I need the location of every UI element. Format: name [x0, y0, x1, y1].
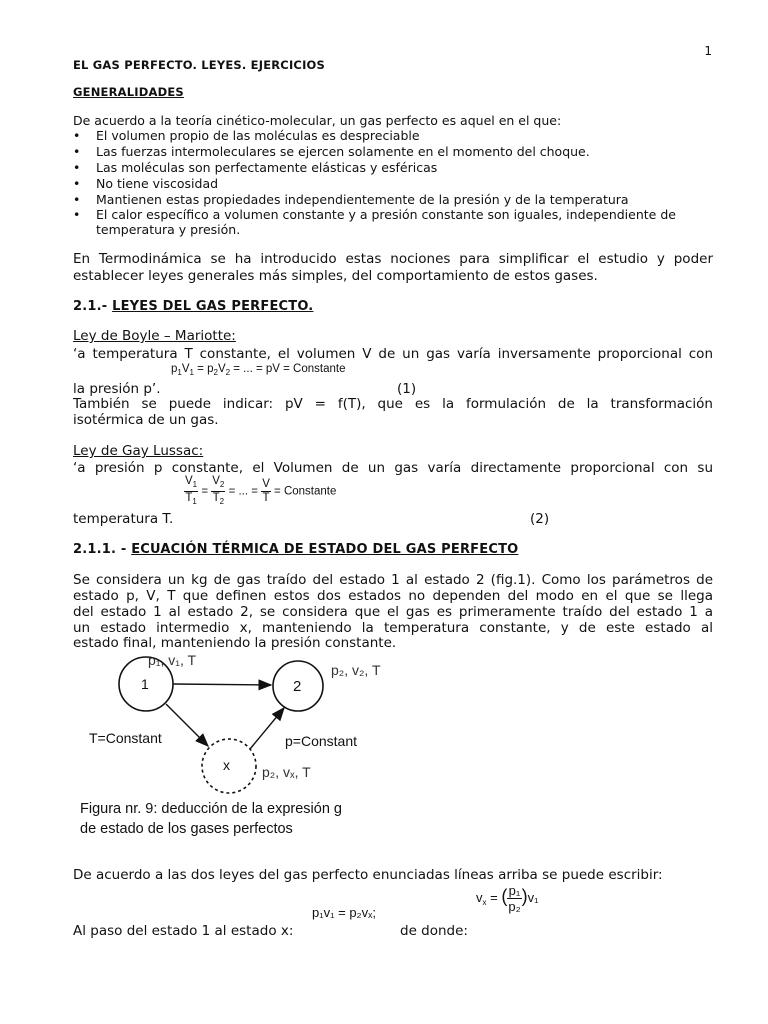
closing-paragraph: De acuerdo a las dos leyes del gas perfecto enunciadas líneas arriba se puede escribir: — [73, 867, 663, 883]
figure-caption-line-2: de estado de los gases perfectos — [80, 821, 293, 837]
bullet-continuation: temperatura y presión. — [96, 222, 241, 237]
state-2-label: 2 — [293, 678, 302, 695]
paragraph-line: Se considera un kg de gas traído del estado 1 al estado 2 (fig.1). Como los parámetros de — [73, 572, 713, 588]
equation-number-1: (1) — [397, 381, 417, 397]
section-heading-generalidades: GENERALIDADES — [73, 85, 184, 99]
isothermal-label: T=Constant — [89, 730, 162, 746]
document-title: EL GAS PERFECTO. LEYES. EJERCICIOS — [73, 58, 326, 72]
gay-lussac-statement: ‘a presión p constante, el Volumen de un gas varía directamente proporcional con su — [73, 460, 713, 476]
closing-line-2a: Al paso del estado 1 al estado x: — [73, 923, 294, 939]
gay-lussac-formula: $\frac{V_1}{T_1}$ = $\frac{V_2}{T_2}$ = ... = $\frac{V}{T}$ = Constante — [185, 475, 337, 506]
closing-line-2b: de donde: — [400, 923, 468, 939]
generalidades-intro: De acuerdo a la teoría cinético-molecular, un gas perfecto es aquel en el que: — [73, 113, 562, 128]
boyle-line-2: la presión p’. — [73, 381, 161, 397]
gay-lussac-line-2: temperatura T. — [73, 511, 174, 527]
section-heading-2-1-1: 2.1.1. - ECUACIÓN TÉRMICA DE ESTADO DEL GAS PERFECTO — [73, 542, 519, 557]
bullet-item: • El calor específico a volumen constante y a presión constante son iguales, independiente de — [73, 207, 676, 222]
state-1-label: 1 — [141, 676, 149, 692]
state-2-params: p₂, v₂, T — [331, 662, 381, 678]
page-number: 1 — [704, 44, 712, 58]
arrow-x-to-2 — [250, 708, 284, 749]
paragraph-line: estado final, manteniendo la presión constante. — [73, 635, 397, 651]
equation-number-2: (2) — [530, 511, 550, 527]
bullet-item: • Mantienen estas propiedades independientemente de la presión y de la temperatura — [73, 192, 629, 207]
paragraph-line: un estado intermedio x, manteniendo la temperatura constante, y de este estado al — [73, 620, 713, 636]
boyle-formula: $p_1V_1 = p_2V_2$ = ... = pV = Constante — [171, 363, 346, 377]
paragraph-line: establecer leyes generales más simples, del comportamiento de estos gases. — [73, 268, 598, 284]
paragraph-line: del estado 1 al estado 2, se considera que el gas es primeramente traído del estado 1 a — [73, 604, 713, 620]
state-1-params: p₁, v₁, T — [148, 652, 197, 668]
paragraph-line: En Termodinámica se ha introducido estas nociones para simplificar el estudio y poder — [73, 251, 713, 267]
boyle-statement: ‘a temperatura T constante, el volumen V de un gas varía inversamente proporcional con — [73, 346, 713, 362]
section-heading-2-1: 2.1.- LEYES DEL GAS PERFECTO. — [73, 299, 314, 314]
boyle-line-3: También se puede indicar: pV = f(T), que es la formulación de la transformación — [73, 396, 713, 412]
gay-lussac-heading: Ley de Gay Lussac: — [73, 443, 204, 459]
bullet-item: • Las fuerzas intermoleculares se ejercen solamente en el momento del choque. — [73, 144, 590, 159]
boyle-heading: Ley de Boyle – Mariotte: — [73, 328, 236, 344]
state-x-label: x — [223, 757, 230, 773]
arrow-1-to-2 — [173, 684, 271, 685]
figure-caption-line-1: Figura nr. 9: deducción de la expresión g — [80, 801, 342, 817]
isothermal-formula: p₁v₁ = p₂vₓ; — [312, 905, 376, 920]
bullet-item: • Las moléculas son perfectamente elásticas y esféricas — [73, 160, 437, 175]
state-x-params: p₂, vₓ, T — [262, 764, 311, 780]
bullet-item: • El volumen propio de las moléculas es despreciable — [73, 128, 420, 143]
boyle-line-4: isotérmica de un gas. — [73, 412, 219, 428]
paragraph-line: estado p, V, T que definen estos dos estados no dependen del modo en el que se llega — [73, 588, 713, 604]
arrow-1-to-x — [166, 704, 208, 746]
bullet-item: • No tiene viscosidad — [73, 176, 218, 191]
vx-formula: $v_x$ = ( $\frac{\text{p₁}}{\text{p₂}}$ )v₁ — [476, 883, 539, 914]
isobaric-label: p=Constant — [285, 733, 357, 749]
